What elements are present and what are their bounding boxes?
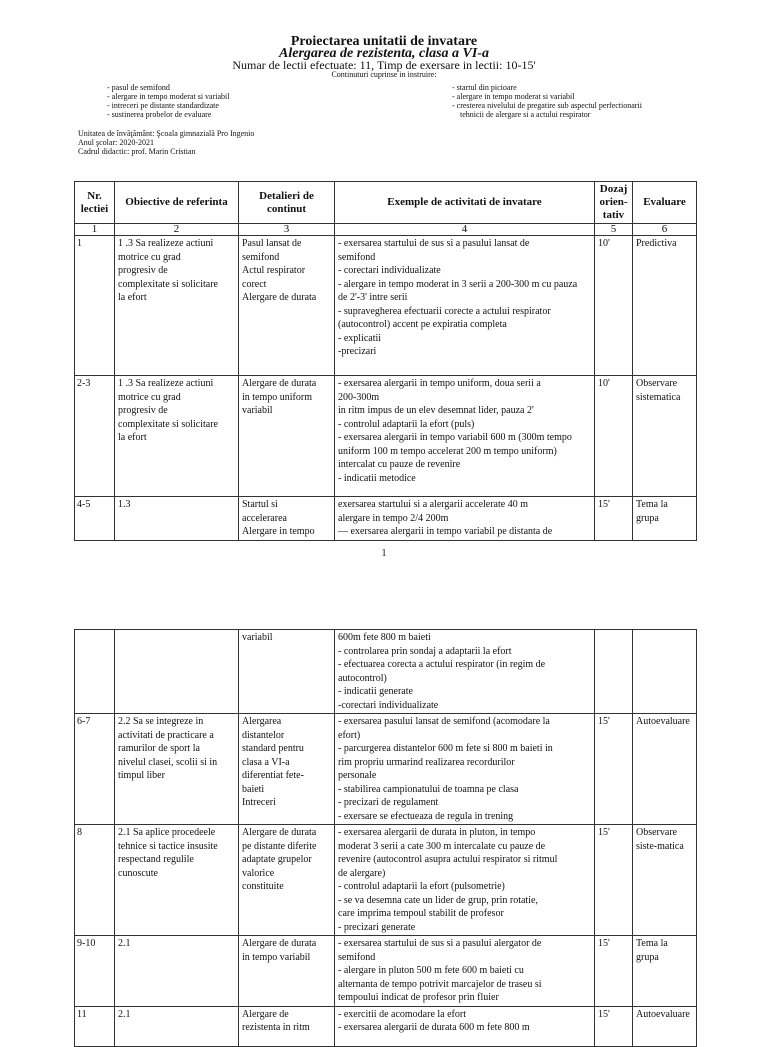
- document-subtitle: Alergarea de rezistenta, clasa a VI-a: [279, 46, 489, 61]
- contents-left-item: - alergare in tempo moderat si variabil: [107, 92, 230, 101]
- cell-line: - parcurgerea distantelor 600 m fete si 800 m baieti in: [338, 743, 553, 754]
- cell-line: Autoevaluare: [636, 716, 690, 727]
- cell-line: - exersare se efectueaza de regula in trening: [338, 810, 514, 822]
- cell-line: activitati de practicare a: [118, 729, 214, 741]
- school-year: Anul şcolar: 2020-2021: [78, 138, 154, 147]
- evaluation-cell: [633, 936, 697, 1007]
- cell-line: complexitate si solicitare: [118, 278, 218, 290]
- cell-line: Alergare de durata: [242, 378, 317, 389]
- cell-line: Autoevaluare: [636, 1008, 690, 1020]
- dose-cell: 15': [595, 936, 633, 1007]
- cell-line: - exersarea startului de sus si a pasului alergator de: [338, 938, 542, 949]
- cell-line: Alergare de durata: [242, 292, 317, 303]
- cell-line: variabil: [242, 405, 273, 416]
- lesson-number: 2-3: [75, 376, 115, 497]
- cell-line: adaptate grupelor: [242, 854, 312, 865]
- cell-line: progresiv de: [118, 265, 168, 276]
- dose-cell: 15': [595, 497, 633, 541]
- dose-cell: 10': [595, 236, 633, 376]
- cell-line: exersarea startului si a alergarii accelerate 40 m: [338, 499, 528, 510]
- cell-line: - exersarea alergarii in tempo variabil 600 m (300m tempo: [338, 432, 572, 443]
- cell-line: - controlul adaptarii la efort (puls): [338, 418, 475, 430]
- content-details-cell: [239, 376, 335, 497]
- dose-cell: 10': [595, 376, 633, 497]
- cell-line: Alergarea: [242, 716, 282, 727]
- cell-line: - indicatii metodice: [338, 472, 416, 484]
- cell-line: Intreceri: [242, 797, 276, 808]
- column-number-row: [75, 224, 697, 236]
- table-row: [75, 376, 697, 497]
- content-details-cell: [239, 630, 335, 714]
- cell-line: Alergare de: [242, 1008, 289, 1020]
- cell-line: - alergare in tempo moderat in 3 serii a 200-300 m cu pauza: [338, 278, 578, 290]
- cell-line: (autocontrol) accent pe expiratia completa: [338, 319, 507, 330]
- lesson-number: 4-5: [75, 497, 115, 541]
- cell-line: in ritm impus de un elev desemnat lider, pauza 2': [338, 405, 534, 416]
- lesson-number: [75, 630, 115, 714]
- column-number: 4: [335, 224, 595, 236]
- column-number: 3: [239, 224, 335, 236]
- cell-line: Pasul lansat de: [242, 238, 302, 249]
- objective-cell: [115, 236, 239, 376]
- document-title: Proiectarea unitatii de invatare: [290, 34, 478, 49]
- cell-line: la efort: [118, 432, 147, 443]
- table-row: [75, 714, 697, 825]
- contents-right-item: - alergare in tempo moderat si variabil: [452, 92, 575, 101]
- cell-line: ramurilor de sport la: [118, 743, 200, 754]
- cell-line: - efectuarea corecta a actului respirator (in regim de: [338, 659, 546, 670]
- cell-line: Observare: [636, 827, 678, 838]
- contents-label: Continuturi cuprinse in instruire:: [331, 70, 437, 79]
- cell-line: -corectari individualizate: [338, 699, 439, 711]
- contents-right-item: - cresterea nivelului de pregatire sub aspectul perfectionarii: [452, 101, 642, 110]
- cell-line: valorice: [242, 867, 275, 879]
- header-dose: Dozaj orien- tativ: [595, 182, 633, 224]
- objective-cell: [115, 497, 239, 541]
- cell-line: Tema la grupa: [636, 499, 668, 524]
- activities-cell: [335, 376, 595, 497]
- content-details-cell: [239, 936, 335, 1007]
- cell-line: -precizari: [338, 346, 377, 357]
- cell-line: 600m fete 800 m baieti: [338, 632, 431, 643]
- cell-line: — exersarea alergarii in tempo variabil pe distanta de: [338, 526, 553, 537]
- contents-right-item: tehnicii de alergare si a actului respirator: [460, 110, 591, 119]
- content-details-cell: [239, 825, 335, 936]
- evaluation-cell: [633, 1006, 697, 1046]
- activities-cell: [335, 497, 595, 541]
- header-objectives: Obiective de referinta: [115, 182, 239, 224]
- cell-line: - controlarea prin sondaj a adaptarii la efort: [338, 645, 512, 657]
- cell-line: in tempo uniform: [242, 391, 312, 403]
- cell-line: sistematica: [636, 391, 681, 403]
- cell-line: semifond: [338, 951, 376, 963]
- cell-line: - exersarea alergarii de durata in pluton, in tempo: [338, 827, 536, 838]
- school-name: Unitatea de învăţământ: Şcoala gimnazială Pro Ingenio: [78, 129, 255, 138]
- teacher-name: Cadrul didactic: prof. Marin Cristian: [78, 147, 196, 156]
- cell-line: distantelor: [242, 729, 285, 741]
- cell-line: constituite: [242, 881, 284, 892]
- cell-line: Startul si: [242, 499, 278, 510]
- cell-line: semifond: [338, 251, 376, 263]
- cell-line: autocontrol): [338, 672, 387, 684]
- cell-line: - precizari generate: [338, 921, 416, 933]
- cell-line: accelerarea: [242, 512, 287, 524]
- activities-cell: [335, 236, 595, 376]
- table-body: [75, 630, 697, 1047]
- cell-line: cunoscute: [118, 867, 158, 879]
- cell-line: moderat 3 serii a cate 300 m intercalate cu pauze de: [338, 840, 546, 852]
- cell-line: variabil: [242, 632, 273, 643]
- cell-line: 200-300m: [338, 391, 380, 403]
- cell-line: respectand regulile: [118, 854, 194, 865]
- cell-line: - explicatii: [338, 332, 382, 344]
- cell-line: de alergare): [338, 867, 386, 879]
- contents-left-item: - pasul de semifond: [107, 83, 170, 92]
- cell-line: - indicatii generate: [338, 686, 413, 697]
- lesson-number: 8: [75, 825, 115, 936]
- column-number: 6: [633, 224, 697, 236]
- cell-line: Tema la grupa: [636, 938, 668, 963]
- cell-line: 1 .3 Sa realizeze actiuni: [118, 378, 214, 389]
- contents-right-list: [452, 83, 642, 119]
- cell-line: tehnice si tactice insusite: [118, 840, 218, 852]
- header-activities: Exemple de activitati de invatare: [335, 182, 595, 224]
- cell-line: Actul respirator: [242, 265, 306, 276]
- column-number: 5: [595, 224, 633, 236]
- activities-cell: [335, 1006, 595, 1046]
- cell-line: - se va desemna cate un lider de grup, prin rotatie,: [338, 894, 538, 906]
- cell-line: progresiv de: [118, 405, 168, 416]
- lesson-plan-table: [74, 181, 697, 541]
- table-row: [75, 630, 697, 714]
- content-details-cell: [239, 1006, 335, 1046]
- activities-cell: [335, 936, 595, 1007]
- evaluation-cell: [633, 376, 697, 497]
- cell-line: - stabilirea campionatului de toamna pe clasa: [338, 783, 519, 795]
- header-details: Detalieri de continut: [239, 182, 335, 224]
- cell-line: Observare: [636, 378, 678, 389]
- cell-line: motrice cu grad: [118, 251, 181, 263]
- cell-line: - exersarea pasului lansat de semifond (acomodare la: [338, 716, 550, 727]
- cell-line: Alergare de durata: [242, 827, 317, 838]
- cell-line: Predictiva: [636, 238, 677, 249]
- cell-line: diferentiat fete-: [242, 770, 304, 781]
- cell-line: pe distante diferite: [242, 840, 317, 852]
- cell-line: Alergare in tempo: [242, 526, 315, 537]
- school-meta: [78, 129, 254, 156]
- cell-line: - exersarea startului de sus si a pasului lansat de: [338, 238, 530, 249]
- cell-line: - exercitii de acomodare la efort: [338, 1008, 466, 1020]
- cell-line: corect: [242, 278, 267, 290]
- objective-cell: [115, 714, 239, 825]
- table-row: [75, 236, 697, 376]
- activities-cell: [335, 714, 595, 825]
- evaluation-cell: [633, 497, 697, 541]
- dose-cell: 15': [595, 825, 633, 936]
- cell-line: - exersarea alergarii de durata 600 m fete 800 m: [338, 1022, 530, 1033]
- table-row: [75, 936, 697, 1007]
- cell-line: intercalat cu pauze de revenire: [338, 459, 461, 470]
- objective-cell: [115, 825, 239, 936]
- cell-line: - alergare in pluton 500 m fete 600 m baieti cu: [338, 965, 524, 976]
- column-number: 2: [115, 224, 239, 236]
- objective-cell: [115, 630, 239, 714]
- table-body: [75, 224, 697, 541]
- cell-line: de 2'-3' intre serii: [338, 292, 408, 303]
- objective-cell: [115, 376, 239, 497]
- lesson-number: 9-10: [75, 936, 115, 1007]
- contents-left-item: - intreceri pe distante standardizate: [107, 101, 219, 110]
- table-row: [75, 825, 697, 936]
- cell-line: siste-matica: [636, 840, 684, 852]
- dose-cell: [595, 630, 633, 714]
- lesson-plan-table-continued: [74, 629, 697, 1047]
- lesson-number: 11: [75, 1006, 115, 1046]
- cell-line: timpul liber: [118, 770, 165, 781]
- lesson-number: 1: [75, 236, 115, 376]
- cell-line: - corectari individualizate: [338, 265, 441, 276]
- objective-cell: [115, 936, 239, 1007]
- cell-line: care imprima tempoul stabilit de profesor: [338, 908, 504, 919]
- page-number: 1: [381, 548, 387, 559]
- header-evaluation: Evaluare: [633, 182, 697, 224]
- cell-line: Alergare de durata: [242, 938, 317, 949]
- cell-line: - supravegherea efectuarii corecte a actului respirator: [338, 305, 551, 317]
- activities-cell: [335, 825, 595, 936]
- cell-line: alergare in tempo 2/4 200m: [338, 512, 449, 524]
- objective-cell: [115, 1006, 239, 1046]
- cell-line: revenire (autocontrol asupra actului respirator si ritmul: [338, 854, 558, 865]
- cell-line: semifond: [242, 251, 280, 263]
- activities-cell: [335, 630, 595, 714]
- dose-cell: 15': [595, 1006, 633, 1046]
- cell-line: alternanta de tempo potrivit marcajelor de traseu si: [338, 978, 542, 990]
- table-row: [75, 497, 697, 541]
- content-details-cell: [239, 497, 335, 541]
- evaluation-cell: [633, 630, 697, 714]
- cell-line: - controlul adaptarii la efort (pulsometrie): [338, 881, 505, 892]
- cell-line: standard pentru: [242, 743, 304, 754]
- contents-left-list: [107, 83, 229, 119]
- evaluation-cell: [633, 714, 697, 825]
- cell-line: complexitate si solicitare: [118, 418, 218, 430]
- cell-line: motrice cu grad: [118, 391, 181, 403]
- page-two: [0, 600, 768, 1033]
- cell-line: in tempo variabil: [242, 951, 311, 963]
- column-number: 1: [75, 224, 115, 236]
- cell-line: efort): [338, 729, 361, 741]
- contents-right-item: - startul din picioare: [452, 83, 517, 92]
- table-header-row: [75, 182, 697, 224]
- cell-line: rim propriu urmarind realizarea recordurilor: [338, 756, 515, 768]
- cell-line: nivelul clasei, scolii si in: [118, 756, 218, 768]
- dose-cell: 15': [595, 714, 633, 825]
- cell-line: clasa a VI-a: [242, 756, 290, 768]
- content-details-cell: [239, 236, 335, 376]
- cell-line: personale: [338, 770, 377, 781]
- cell-line: 2.2 Sa se integreze in: [118, 716, 204, 727]
- cell-line: 2.1: [118, 1008, 131, 1020]
- evaluation-cell: [633, 825, 697, 936]
- lessons-info: Numar de lectii efectuate: 11, Timp de exersare in lectii: 10-15': [232, 58, 536, 72]
- cell-line: tempoului indicat de profesor prin fluier: [338, 992, 499, 1003]
- cell-line: 2.1 Sa aplice procedeele: [118, 827, 216, 838]
- cell-line: uniform 100 m tempo accelerat 200 m tempo uniform): [338, 445, 557, 457]
- cell-line: baieti: [242, 783, 265, 795]
- cell-line: rezistenta in ritm: [242, 1022, 310, 1033]
- content-details-cell: [239, 714, 335, 825]
- table-row: [75, 1006, 697, 1046]
- cell-line: - precizari de regulament: [338, 797, 439, 808]
- cell-line: 2.1: [118, 938, 131, 949]
- cell-line: 1.3: [118, 499, 131, 510]
- header-nr: Nr. lectiei: [75, 182, 115, 224]
- lesson-number: 6-7: [75, 714, 115, 825]
- cell-line: - exersarea alergarii in tempo uniform, doua serii a: [338, 378, 541, 389]
- cell-line: 1 .3 Sa realizeze actiuni: [118, 238, 214, 249]
- page-gap: [0, 580, 768, 600]
- cell-line: la efort: [118, 292, 147, 303]
- contents-left-item: - sustinerea probelor de evaluare: [107, 110, 212, 119]
- evaluation-cell: [633, 236, 697, 376]
